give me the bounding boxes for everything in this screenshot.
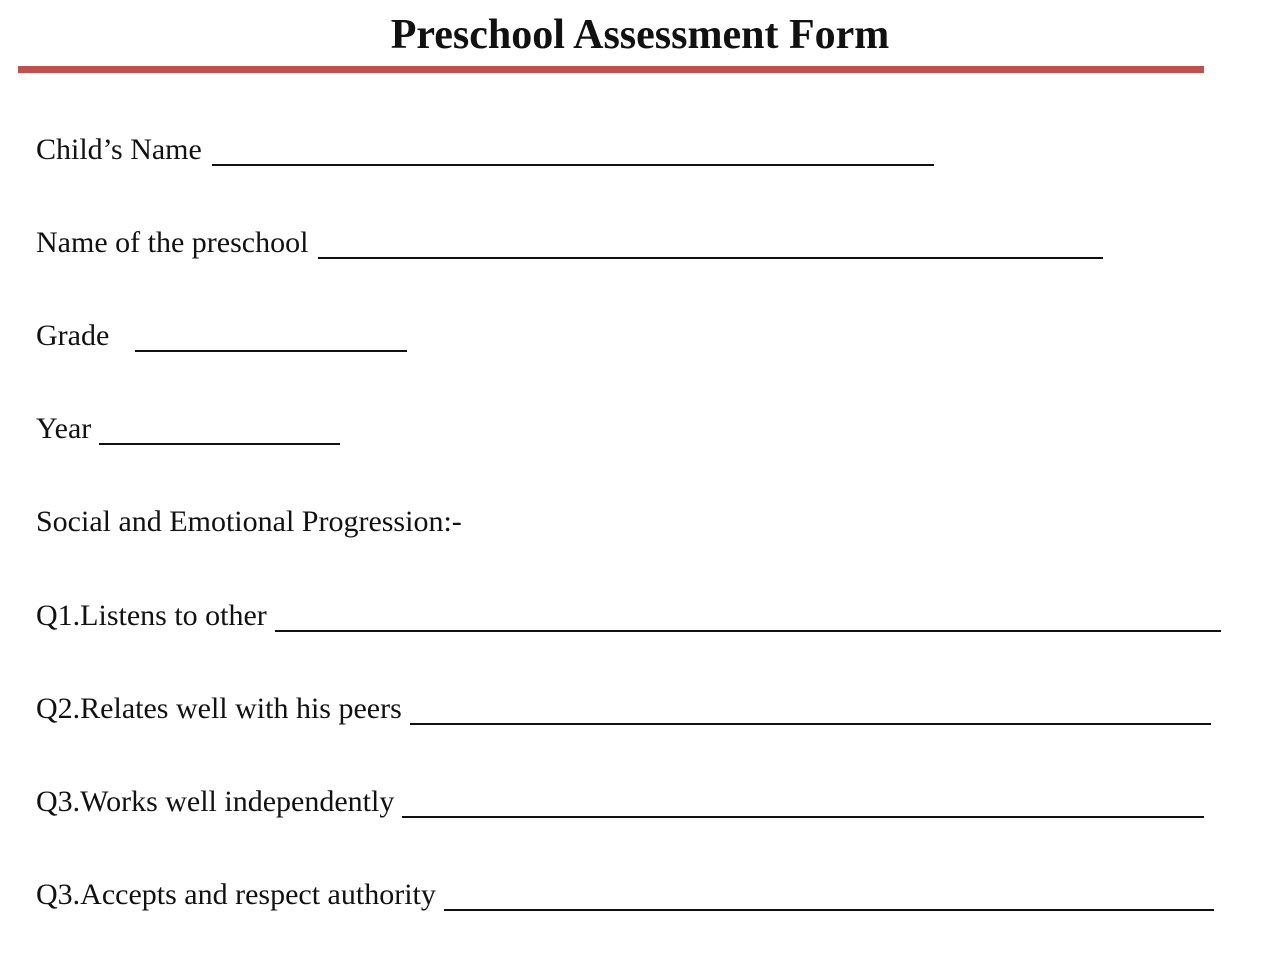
title-divider [18,66,1204,73]
question-label: Q2.Relates well with his peers [36,692,402,725]
q1-answer-line[interactable] [275,600,1221,632]
grade-input-line[interactable] [135,320,407,352]
field-childs-name [36,128,934,168]
field-label: Name of the preschool [36,226,309,259]
q4-answer-line[interactable] [444,879,1214,911]
year-input-line[interactable] [99,413,340,445]
form-title: Preschool Assessment Form [390,12,890,58]
question-row [36,873,1214,913]
question-row [36,594,1221,634]
field-preschool-name [36,221,1103,261]
q3-answer-line[interactable] [402,786,1204,818]
question-label: Q1.Listens to other [36,599,267,632]
field-year [36,407,340,447]
question-row [36,780,1204,820]
field-grade [36,314,407,354]
section-heading-row [36,500,462,540]
field-label: Child’s Name [36,133,202,166]
field-label: Year [36,412,92,445]
question-label: Q3.Works well independently [36,785,395,818]
question-label: Q3.Accepts and respect authority [36,878,436,911]
section-heading: Social and Emotional Progression:- [36,505,462,538]
q2-answer-line[interactable] [410,693,1211,725]
preschool-name-input-line[interactable] [318,227,1103,259]
field-label: Grade [36,319,110,352]
question-row [36,687,1211,727]
childs-name-input-line[interactable] [212,134,934,166]
